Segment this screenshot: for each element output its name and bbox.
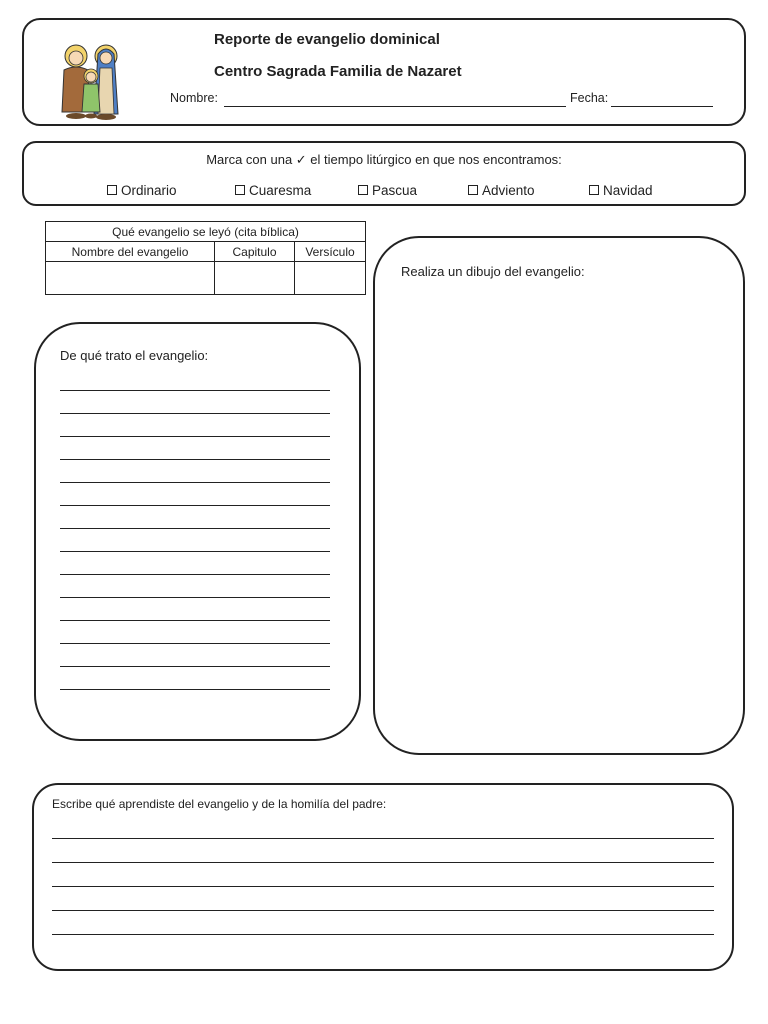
writing-line[interactable]: [52, 910, 714, 911]
chapter-cell[interactable]: [215, 262, 295, 295]
checkbox-icon[interactable]: [589, 185, 599, 195]
writing-line[interactable]: [60, 505, 330, 506]
date-field[interactable]: [611, 106, 713, 107]
liturgical-season-prompt: Marca con una ✓ el tiempo litúrgico en que nos encontramos:: [206, 152, 562, 167]
writing-line[interactable]: [60, 620, 330, 621]
center-name: Centro Sagrada Familia de Nazaret: [214, 63, 462, 80]
writing-line[interactable]: [60, 413, 330, 414]
summary-box: [34, 322, 361, 741]
learned-box: [32, 783, 734, 971]
drawing-prompt: Realiza un dibujo del evangelio:: [401, 264, 585, 279]
column-gospel-name: Nombre del evangelio: [46, 242, 215, 262]
writing-line[interactable]: [60, 528, 330, 529]
report-title: Reporte de evangelio dominical: [214, 31, 440, 48]
writing-line[interactable]: [60, 643, 330, 644]
writing-line[interactable]: [60, 574, 330, 575]
summary-prompt: De qué trato el evangelio:: [60, 348, 209, 363]
holy-family-illustration: [54, 40, 132, 122]
writing-line[interactable]: [52, 934, 714, 935]
checkbox-icon[interactable]: [468, 185, 478, 195]
column-verse: Versículo: [295, 242, 366, 262]
writing-line[interactable]: [52, 838, 714, 839]
drawing-area[interactable]: [373, 236, 745, 755]
season-option-adviento[interactable]: Adviento: [468, 183, 535, 198]
writing-line[interactable]: [60, 689, 330, 690]
checkbox-icon[interactable]: [107, 185, 117, 195]
writing-line[interactable]: [52, 886, 714, 887]
date-label: Fecha:: [570, 91, 609, 105]
column-chapter: Capitulo: [215, 242, 295, 262]
gospel-name-cell[interactable]: [46, 262, 215, 295]
writing-line[interactable]: [60, 551, 330, 552]
name-field[interactable]: [224, 106, 566, 107]
writing-line[interactable]: [60, 436, 330, 437]
learned-prompt: Escribe qué aprendiste del evangelio y de la homilía del padre:: [52, 797, 387, 811]
verse-cell[interactable]: [295, 262, 366, 295]
season-option-navidad[interactable]: Navidad: [589, 183, 653, 198]
checkbox-icon[interactable]: [358, 185, 368, 195]
writing-line[interactable]: [60, 666, 330, 667]
writing-line[interactable]: [60, 482, 330, 483]
writing-line[interactable]: [60, 597, 330, 598]
season-option-ordinario[interactable]: Ordinario: [107, 183, 177, 198]
gospel-citation-caption: Qué evangelio se leyó (cita bíblica): [46, 222, 366, 242]
writing-line[interactable]: [60, 459, 330, 460]
checkbox-icon[interactable]: [235, 185, 245, 195]
season-option-cuaresma[interactable]: Cuaresma: [235, 183, 311, 198]
writing-line[interactable]: [52, 862, 714, 863]
name-label: Nombre:: [170, 91, 218, 105]
writing-line[interactable]: [60, 390, 330, 391]
gospel-citation-table: [45, 221, 366, 295]
season-option-pascua[interactable]: Pascua: [358, 183, 417, 198]
